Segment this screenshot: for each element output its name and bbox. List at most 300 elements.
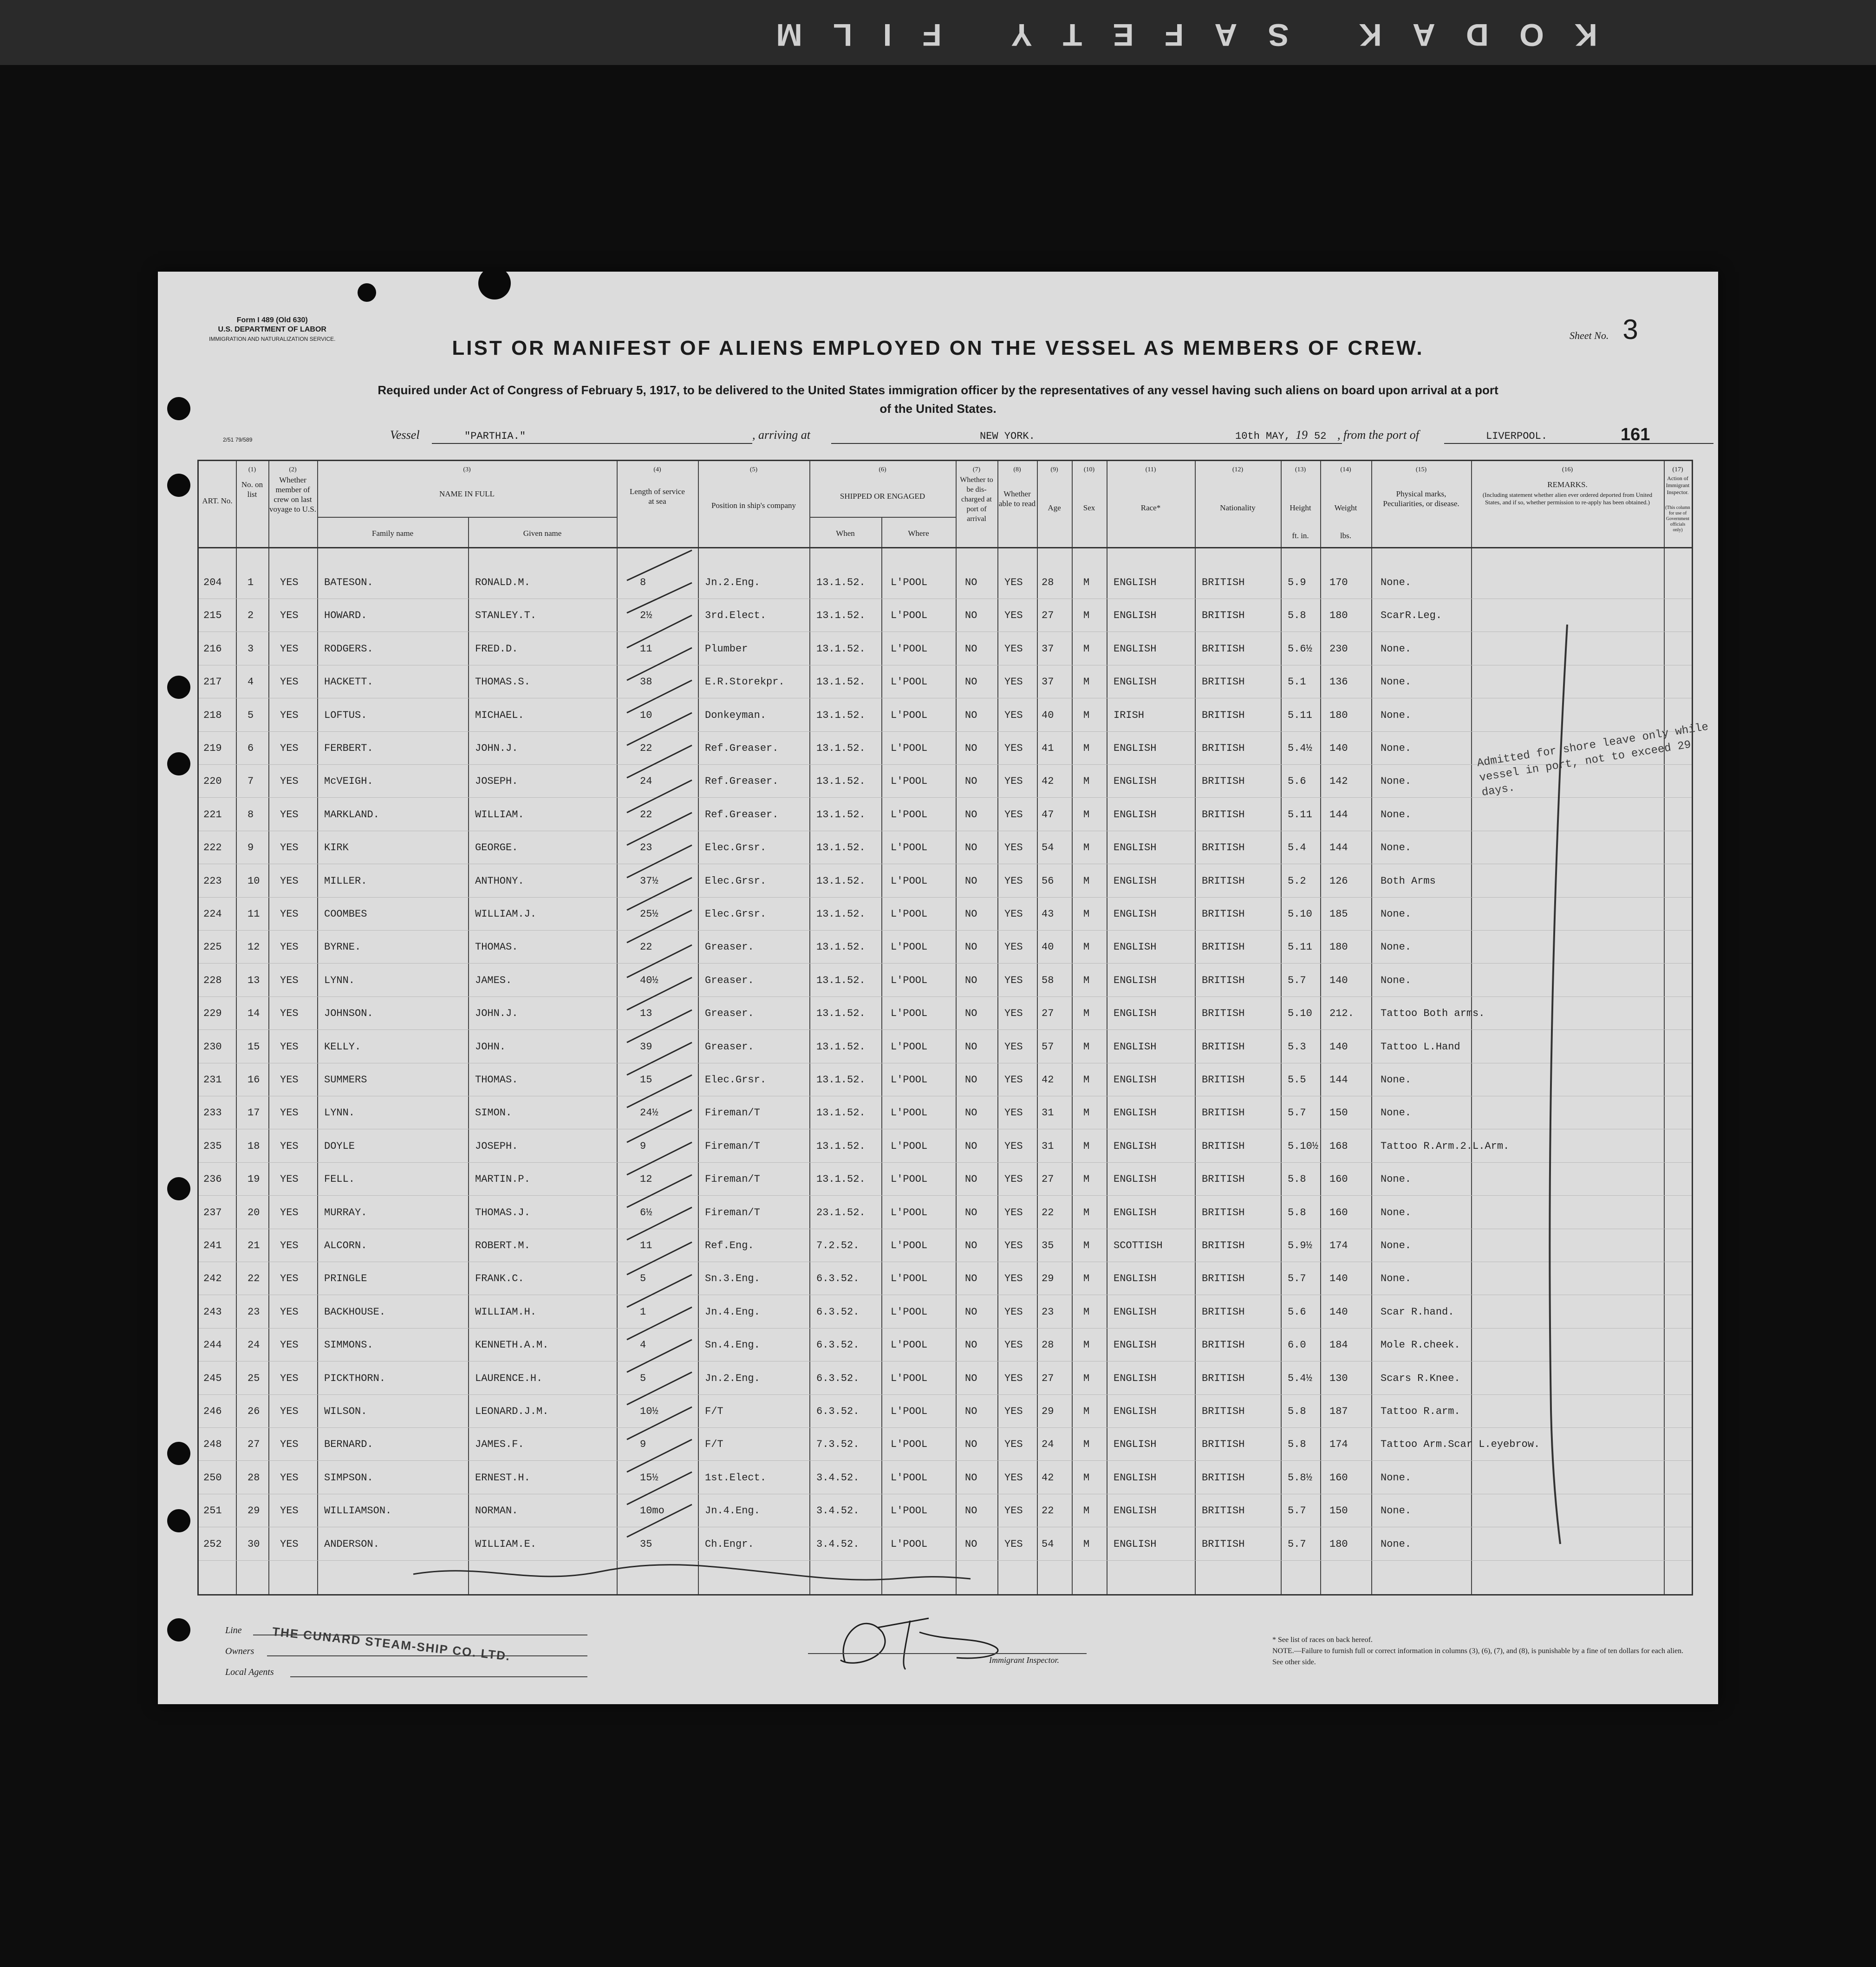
cell-weight: 160 — [1329, 1472, 1348, 1484]
cell-art: 228 — [203, 974, 222, 986]
cell-position: Sn.4.Eng. — [705, 1339, 760, 1351]
form-code: 2/51 79/589 — [223, 436, 253, 443]
cell-dis: NO — [965, 1173, 977, 1185]
cell-where: L'POOL — [891, 1439, 928, 1451]
cell-crew: YES — [280, 1538, 299, 1550]
cell-age: 54 — [1042, 842, 1054, 854]
manifest-sheet — [158, 272, 1718, 1704]
cell-height: 5.7 — [1288, 1505, 1306, 1517]
cell-sex: M — [1083, 974, 1090, 986]
cell-given: GEORGE. — [475, 842, 518, 854]
header-race: Race* — [1140, 503, 1161, 512]
cell-when: 13.1.52. — [816, 743, 866, 754]
cell-age: 22 — [1042, 1505, 1054, 1517]
cell-art: 217 — [203, 676, 222, 688]
cell-dis: NO — [965, 1339, 977, 1351]
cell-nat: BRITISH — [1202, 1472, 1245, 1484]
cell-read: YES — [1004, 1372, 1023, 1384]
cell-sex: M — [1083, 1505, 1090, 1517]
cell-age: 28 — [1042, 1339, 1054, 1351]
cell-height: 5.5 — [1288, 1074, 1306, 1086]
cell-marks: Mole R.cheek. — [1381, 1339, 1460, 1351]
cell-height: 5.10½ — [1288, 1140, 1319, 1152]
header-service-length: Length of service at sea — [630, 487, 685, 506]
header-physical-marks: Physical marks, Peculiarities, or disease. — [1383, 489, 1459, 508]
cell-service: 9 — [640, 1140, 646, 1152]
cell-art: 245 — [203, 1372, 222, 1384]
cell-nat: BRITISH — [1202, 941, 1245, 953]
cell-nat: BRITISH — [1202, 1074, 1245, 1086]
cell-when: 13.1.52. — [816, 643, 866, 655]
film-edge — [0, 0, 1876, 65]
cell-age: 27 — [1042, 1008, 1054, 1020]
cell-where: L'POOL — [891, 941, 928, 953]
cell-sex: M — [1083, 1240, 1090, 1251]
crew-table: ART. No. (1) No. on list (2) Whether member of crew on last voyage to U.S. (3) NAME IN FULL Family name Given name (4) Length of service at sea (5) Position in ship's company (6) SHIPPED OR ENGAGED When Where (7) Whether to be dis-charged at port of arrival (8) Whether able to read (9) Age (10) Sex (11) Race* (12) Nationality (13) Height ft. in. (14) Weight lbs. (15) Physical marks, Peculiarities, or disease. (16) REMARKS. (Including statement whether alien ever ordered deported from United States, and if so, whether permission to re-apply has been obtained.) (17) Action of Immigrant Inspector. (This column for use of Government officials only) 204 1 YES BATESON. RONALD.M. 8 Jn.2.Eng. 13.1.52. L'POOL NO YES 28 M ENGLISH BRITISH 5.9 170 None. 215 2 YES HOWARD. STANLEY.T. 2½ 3rd.Elect. 13.1.52. L'POOL NO YES 27 M ENGLISH BRITISH 5.8 180 ScarR.Leg. 216 3 YES RODGERS. FRED.D. 11 Plumber 13.1.52. L'POOL NO YES 37 M ENGLISH BRITISH 5.6½ 230 None. 217 4 YES HACKETT. THOMAS.S. 38 E.R.Storekpr. 13.1.52. L'POOL NO YES 37 M ENGLISH BRITISH 5.1 136 None. 218 5 YES LOFTUS. MICHAEL. 10 Donkeyman. 13.1.52. L'POOL NO YES 40 M IRISH BRITISH 5.11 180 None. 219 6 YES FERBERT. JOHN.J. 22 Ref.Greaser. 13.1.52. L'POOL NO YES 41 M ENGLISH BRITISH 5.4½ 140 None. 220 7 YES McVEIGH. JOSEPH. 24 Ref.Greaser. 13.1.52. L'POOL NO YES 42 M ENGLISH BRITISH 5.6 142 None. 221 8 YES MARKLAND. WILLIAM. 22 Ref.Greaser. 13.1.52. L'POOL NO YES 47 M ENGLISH BRITISH 5.11 144 None. 222 9 YES KIRK GEORGE. 23 Elec.Grsr. 13.1.52. L'POOL NO YES 54 M ENGLISH BRITISH 5.4 144 None. 223 10 YES MILLER. ANTHONY. 37½ Elec.Grsr. 13.1.52. L'POOL NO YES 56 M ENGLISH BRITISH 5.2 126 Both Arms 224 11 YES COOMBES WILLIAM.J. 25½ Elec.Grsr. 13.1.52. L'POOL NO YES 43 M ENGLISH BRITISH 5.10 185 None. 225 12 YES BYRNE. THOMAS. 22 Greaser. 13.1.52. L'POOL NO YES 40 M ENGLISH BRITISH 5.11 180 None. 228 13 YES LYNN. JAMES. 40½ Greaser. 13.1.52. L'POOL NO YES 58 M ENGLISH BRITISH 5.7 140 None. 229 14 YES JOHNSON. JOHN.J. 13 Greaser. 13.1.52. L'POOL NO YES 27 M ENGLISH BRITISH 5.10 212. Tattoo Both arms. 230 15 YES KELLY. JOHN. 39 Greaser. 13.1.52. L'POOL NO YES 57 M ENGLISH BRITISH 5.3 140 Tattoo L.Hand 231 16 YES SUMMERS THOMAS. 15 Elec.Grsr. 13.1.52. L'POOL NO YES 42 M ENGLISH BRITISH 5.5 144 None. 233 17 YES LYNN. SIMON. 24½ Fireman/T 13.1.52. L'POOL NO YES 31 M ENGLISH BRITISH 5.7 150 None. 235 18 YES DOYLE JOSEPH. 9 Fireman/T 13.1.52. L'POOL NO YES 31 M ENGLISH BRITISH 5.10½ 168 Tattoo R.Arm.2.L.Arm. 236 19 YES FELL. MARTIN.P. 12 Fireman/T 13.1.52. L'POOL NO YES 27 M ENGLISH BRITISH 5.8 160 None. 237 20 YES MURRAY. THOMAS.J. 6½ Fireman/T 23.1.52. L'POOL NO YES 22 M ENGLISH BRITISH 5.8 160 None. 241 21 YES ALCORN. ROBERT.M. 11 Ref.Eng. 7.2.52. L'POOL NO YES 35 M SCOTTISH BRITISH 5.9½ 174 None. 242 22 YES PRINGLE FRANK.C. 5 Sn.3.Eng. 6.3.52. L'POOL NO YES 29 M ENGLISH BRITISH 5.7 140 None. 243 23 YES BACKHOUSE. WILLIAM.H. 1 Jn.4.Eng. 6.3.52. L'POOL NO YES 23 M ENGLISH BRITISH 5.6 140 Scar R.hand. 244 24 YES SIMMONS. KENNETH.A.M. 4 Sn.4.Eng. 6.3.52. L'POOL NO YES 28 M ENGLISH BRITISH 6.0 184 Mole R.cheek. 245 25 YES PICKTHORN. LAURENCE.H. 5 Jn.2.Eng. 6.3.52. L'POOL NO YES 27 M ENGLISH BRITISH 5.4½ 130 Scars R.Knee. 246 26 YES WILSON. LEONARD.J.M. 10½ F/T 6.3.52. L'POOL NO YES 29 M ENGLISH BRITISH 5.8 187 Tattoo R.arm. 248 27 YES BERNARD. JAMES.F. 9 F/T 7.3.52. L'POOL NO YES 24 M ENGLISH BRITISH 5.8 174 Tattoo Arm.Scar L.eyebrow. 250 28 YES SIMPSON. ERNEST.H. 15½ 1st.Elect. 3.4.52. L'POOL NO YES 42 M ENGLISH BRITISH 5.8½ 160 None. 251 29 YES WILLIAMSON. NORMAN. 10mo Jn.4.Eng. 3.4.52. L'POOL NO YES 22 M ENGLISH BRITISH 5.7 150 None. 252 30 YES ANDERSON. WILLIAM.E. 35 Ch.Engr. 3.4.52. L'POOL NO YES 54 M ENGLISH BRITISH 5.7 180 None. Admitted for shore leave only while vessel in port, not to exceed 29 days. — [197, 460, 1693, 1596]
cell-position: Greaser. — [705, 974, 754, 986]
cell-position: Ch.Engr. — [705, 1538, 754, 1550]
cell-marks: None. — [1381, 676, 1412, 688]
cell-given: JOSEPH. — [475, 775, 518, 788]
cell-no: 23 — [248, 1306, 260, 1318]
cell-where: L'POOL — [891, 1306, 928, 1318]
cell-service: 22 — [640, 808, 652, 821]
cell-crew: YES — [280, 808, 299, 821]
cell-race: ENGLISH — [1114, 1074, 1157, 1086]
cell-age: 37 — [1042, 676, 1054, 688]
cell-height: 5.8 — [1288, 610, 1306, 622]
cell-read: YES — [1004, 974, 1023, 986]
cell-weight: 144 — [1329, 1074, 1348, 1086]
cell-when: 13.1.52. — [816, 1140, 866, 1152]
cell-nat: BRITISH — [1202, 1339, 1245, 1351]
cell-art: 231 — [203, 1074, 222, 1086]
cell-height: 5.3 — [1288, 1041, 1306, 1053]
cell-nat: BRITISH — [1202, 908, 1245, 920]
cell-no: 17 — [248, 1107, 260, 1119]
cell-no: 16 — [248, 1074, 260, 1086]
cell-marks: None. — [1381, 1538, 1412, 1550]
cell-art: 252 — [203, 1538, 222, 1550]
header-given-name: Given name — [523, 529, 562, 538]
cell-crew: YES — [280, 1472, 299, 1484]
cell-family: RODGERS. — [324, 643, 373, 655]
cell-weight: 142 — [1329, 775, 1348, 788]
cell-nat: BRITISH — [1202, 1173, 1245, 1185]
header-height: Height — [1290, 503, 1311, 512]
cell-weight: 144 — [1329, 808, 1348, 821]
cell-read: YES — [1004, 1008, 1023, 1020]
cell-age: 31 — [1042, 1107, 1054, 1119]
cell-art: 225 — [203, 941, 222, 953]
cell-no: 20 — [248, 1206, 260, 1218]
cell-age: 27 — [1042, 1372, 1054, 1384]
cell-sex: M — [1083, 709, 1090, 721]
cell-given: ERNEST.H. — [475, 1472, 530, 1484]
film-edge-text: KODAK SAFETY FILM — [745, 17, 1597, 52]
cell-nat: BRITISH — [1202, 1008, 1245, 1020]
cell-age: 42 — [1042, 775, 1054, 788]
cell-weight: 174 — [1329, 1439, 1348, 1451]
cell-position: Jn.2.Eng. — [705, 577, 760, 588]
header-sex: Sex — [1083, 503, 1095, 512]
cell-no: 25 — [248, 1372, 260, 1384]
cell-given: ANTHONY. — [475, 875, 524, 887]
cell-where: L'POOL — [891, 974, 928, 986]
cell-art: 221 — [203, 808, 222, 821]
cell-position: Ref.Greaser. — [705, 808, 779, 821]
header-when: When — [836, 529, 855, 538]
cell-dis: NO — [965, 1107, 977, 1119]
cell-marks: None. — [1381, 1273, 1412, 1285]
cell-marks: None. — [1381, 643, 1412, 655]
cell-sex: M — [1083, 1074, 1090, 1086]
cell-family: HACKETT. — [324, 676, 373, 688]
cell-height: 5.11 — [1288, 709, 1312, 721]
cell-no: 14 — [248, 1008, 260, 1020]
cell-dis: NO — [965, 1505, 977, 1517]
cell-race: ENGLISH — [1114, 775, 1157, 788]
cell-dis: NO — [965, 842, 977, 854]
cell-service: 10½ — [640, 1406, 658, 1417]
cell-height: 5.7 — [1288, 1273, 1306, 1285]
cell-marks: Scar R.hand. — [1381, 1306, 1454, 1318]
cell-family: ANDERSON. — [324, 1538, 379, 1550]
cell-height: 5.8 — [1288, 1206, 1306, 1218]
cell-nat: BRITISH — [1202, 1505, 1245, 1517]
cell-sex: M — [1083, 1372, 1090, 1384]
cell-nat: BRITISH — [1202, 808, 1245, 821]
cell-sex: M — [1083, 1406, 1090, 1417]
cell-when: 3.4.52. — [816, 1472, 860, 1484]
cell-no: 10 — [248, 875, 260, 887]
cell-read: YES — [1004, 1206, 1023, 1218]
cell-crew: YES — [280, 610, 299, 622]
cell-no: 11 — [248, 908, 260, 920]
cell-when: 13.1.52. — [816, 808, 866, 821]
cell-position: Ref.Greaser. — [705, 775, 779, 788]
cell-family: BYRNE. — [324, 941, 361, 953]
cell-race: ENGLISH — [1114, 1173, 1157, 1185]
cell-height: 5.4 — [1288, 842, 1306, 854]
cell-when: 6.3.52. — [816, 1273, 860, 1285]
cell-crew: YES — [280, 1505, 299, 1517]
cell-sex: M — [1083, 842, 1090, 854]
cell-when: 13.1.52. — [816, 1074, 866, 1086]
cell-race: ENGLISH — [1114, 1406, 1157, 1417]
cell-race: ENGLISH — [1114, 941, 1157, 953]
cell-race: ENGLISH — [1114, 1107, 1157, 1119]
cell-nat: BRITISH — [1202, 577, 1245, 588]
cell-crew: YES — [280, 974, 299, 986]
cell-given: LEONARD.J.M. — [475, 1406, 549, 1417]
cell-family: SIMPSON. — [324, 1472, 373, 1484]
cell-crew: YES — [280, 908, 299, 920]
cell-race: ENGLISH — [1114, 1472, 1157, 1484]
cell-race: ENGLISH — [1114, 643, 1157, 655]
cell-race: ENGLISH — [1114, 875, 1157, 887]
cell-read: YES — [1004, 1538, 1023, 1550]
cell-art: 218 — [203, 709, 222, 721]
cell-height: 5.9 — [1288, 577, 1306, 588]
cell-where: L'POOL — [891, 643, 928, 655]
header-where: Where — [908, 529, 929, 538]
cell-service: 13 — [640, 1008, 652, 1020]
cell-race: ENGLISH — [1114, 1372, 1157, 1384]
cell-race: ENGLISH — [1114, 1306, 1157, 1318]
cell-family: BATESON. — [324, 577, 373, 588]
cell-service: 4 — [640, 1339, 646, 1351]
cell-family: COOMBES — [324, 908, 367, 920]
cell-race: ENGLISH — [1114, 1140, 1157, 1152]
cell-weight: 185 — [1329, 908, 1348, 920]
cell-position: 1st.Elect. — [705, 1472, 767, 1484]
cell-read: YES — [1004, 1339, 1023, 1351]
cell-given: STANLEY.T. — [475, 610, 537, 622]
cell-race: ENGLISH — [1114, 1339, 1157, 1351]
cell-position: Greaser. — [705, 1041, 754, 1053]
cell-sex: M — [1083, 1008, 1090, 1020]
cell-race: ENGLISH — [1114, 676, 1157, 688]
header-inspector-note: (This column for use of Government officials only) — [1665, 505, 1690, 533]
cell-height: 5.1 — [1288, 676, 1306, 688]
cell-dis: NO — [965, 875, 977, 887]
cell-art: 243 — [203, 1306, 222, 1318]
cell-read: YES — [1004, 1173, 1023, 1185]
cell-sex: M — [1083, 908, 1090, 920]
cell-where: L'POOL — [891, 1140, 928, 1152]
cell-where: L'POOL — [891, 610, 928, 622]
cell-height: 5.8 — [1288, 1439, 1306, 1451]
cell-family: LYNN. — [324, 1107, 355, 1119]
cell-given: MARTIN.P. — [475, 1173, 530, 1185]
signature-area: Line Owners Local Agents THE CUNARD STEAM-SHIP CO. LTD. — [197, 1597, 1690, 1695]
cell-crew: YES — [280, 1240, 299, 1251]
cell-sex: M — [1083, 1273, 1090, 1285]
cell-marks: None. — [1381, 1074, 1412, 1086]
cell-sex: M — [1083, 875, 1090, 887]
cell-height: 5.7 — [1288, 974, 1306, 986]
cell-read: YES — [1004, 1306, 1023, 1318]
service-name: IMMIGRATION AND NATURALIZATION SERVICE. — [209, 336, 336, 342]
cell-where: L'POOL — [891, 1273, 928, 1285]
cell-marks: None. — [1381, 1107, 1412, 1119]
cell-age: 28 — [1042, 577, 1054, 588]
cell-weight: 180 — [1329, 941, 1348, 953]
cell-crew: YES — [280, 1140, 299, 1152]
cell-weight: 168 — [1329, 1140, 1348, 1152]
cell-race: ENGLISH — [1114, 577, 1157, 588]
cell-nat: BRITISH — [1202, 1140, 1245, 1152]
cell-read: YES — [1004, 808, 1023, 821]
cell-position: Greaser. — [705, 1008, 754, 1020]
cell-no: 24 — [248, 1339, 260, 1351]
cell-weight: 174 — [1329, 1240, 1348, 1251]
cell-weight: 180 — [1329, 610, 1348, 622]
cell-weight: 180 — [1329, 1538, 1348, 1550]
cell-crew: YES — [280, 1406, 299, 1417]
cell-art: 230 — [203, 1041, 222, 1053]
cell-art: 219 — [203, 743, 222, 754]
cell-family: LOFTUS. — [324, 709, 367, 721]
cell-race: ENGLISH — [1114, 808, 1157, 821]
cell-service: 10 — [640, 709, 652, 721]
cell-where: L'POOL — [891, 1041, 928, 1053]
cell-read: YES — [1004, 610, 1023, 622]
cell-read: YES — [1004, 775, 1023, 788]
cell-no: 6 — [248, 743, 254, 754]
cell-race: ENGLISH — [1114, 974, 1157, 986]
header-nationality: Nationality — [1220, 503, 1256, 512]
cell-given: THOMAS.J. — [475, 1206, 530, 1218]
cell-position: Fireman/T — [705, 1107, 760, 1119]
cell-race: ENGLISH — [1114, 1273, 1157, 1285]
cell-height: 5.4½ — [1288, 743, 1312, 754]
cell-when: 6.3.52. — [816, 1406, 860, 1417]
cell-when: 13.1.52. — [816, 775, 866, 788]
cell-crew: YES — [280, 775, 299, 788]
cell-no: 15 — [248, 1041, 260, 1053]
cell-given: ROBERT.M. — [475, 1240, 530, 1251]
cell-family: MILLER. — [324, 875, 367, 887]
cell-crew: YES — [280, 1339, 299, 1351]
cell-where: L'POOL — [891, 1240, 928, 1251]
arrival-port: NEW YORK. — [980, 430, 1035, 442]
cell-when: 13.1.52. — [816, 577, 866, 588]
header-shipped-engaged: SHIPPED OR ENGAGED — [840, 492, 925, 501]
cell-service: 12 — [640, 1173, 652, 1185]
cell-family: WILLIAMSON. — [324, 1505, 392, 1517]
cell-service: 10mo — [640, 1505, 664, 1517]
cell-read: YES — [1004, 1240, 1023, 1251]
cell-service: 8 — [640, 577, 646, 588]
cell-when: 6.3.52. — [816, 1306, 860, 1318]
cell-read: YES — [1004, 1107, 1023, 1119]
cell-sex: M — [1083, 1339, 1090, 1351]
cell-race: SCOTTISH — [1114, 1240, 1163, 1251]
cell-age: 27 — [1042, 610, 1054, 622]
cell-race: ENGLISH — [1114, 610, 1157, 622]
cell-art: 246 — [203, 1406, 222, 1417]
header-remarks: REMARKS. — [1547, 480, 1588, 489]
footnote — [1272, 1635, 1690, 1668]
cell-art: 242 — [203, 1273, 222, 1285]
cell-where: L'POOL — [891, 1173, 928, 1185]
cell-age: 56 — [1042, 875, 1054, 887]
cell-marks: Tattoo Both arms. — [1381, 1008, 1485, 1020]
cell-where: L'POOL — [891, 1472, 928, 1484]
cell-marks: None. — [1381, 775, 1412, 788]
cell-position: 3rd.Elect. — [705, 610, 767, 622]
cell-weight: 140 — [1329, 1306, 1348, 1318]
cell-service: 11 — [640, 1240, 652, 1251]
cell-height: 5.6½ — [1288, 643, 1312, 655]
cell-family: MARKLAND. — [324, 808, 379, 821]
cell-read: YES — [1004, 676, 1023, 688]
cell-given: RONALD.M. — [475, 577, 530, 588]
cell-read: YES — [1004, 1472, 1023, 1484]
page-title: LIST OR MANIFEST OF ALIENS EMPLOYED ON THE VESSEL AS MEMBERS OF CREW. — [452, 337, 1424, 359]
cell-no: 9 — [248, 842, 254, 854]
cell-position: Ref.Greaser. — [705, 743, 779, 754]
cell-position: Fireman/T — [705, 1206, 760, 1218]
cell-weight: 140 — [1329, 974, 1348, 986]
vessel-name: "PARTHIA." — [464, 430, 526, 442]
cell-no: 8 — [248, 808, 254, 821]
cell-family: PICKTHORN. — [324, 1372, 386, 1384]
cell-marks: None. — [1381, 1206, 1412, 1218]
cell-dis: NO — [965, 1240, 977, 1251]
cell-position: Donkeyman. — [705, 709, 767, 721]
cell-when: 13.1.52. — [816, 875, 866, 887]
cell-service: 39 — [640, 1041, 652, 1053]
cell-family: LYNN. — [324, 974, 355, 986]
sheet-number: Sheet No. 3 — [1570, 314, 1638, 345]
cell-age: 42 — [1042, 1472, 1054, 1484]
cell-dis: NO — [965, 1306, 977, 1318]
cell-when: 3.4.52. — [816, 1505, 860, 1517]
cell-age: 42 — [1042, 1074, 1054, 1086]
cell-weight: 144 — [1329, 842, 1348, 854]
cell-height: 5.10 — [1288, 908, 1312, 920]
cell-where: L'POOL — [891, 1339, 928, 1351]
cell-no: 5 — [248, 709, 254, 721]
cell-read: YES — [1004, 643, 1023, 655]
cell-when: 13.1.52. — [816, 974, 866, 986]
cell-given: JAMES.F. — [475, 1439, 524, 1451]
cell-dis: NO — [965, 1140, 977, 1152]
cell-nat: BRITISH — [1202, 1240, 1245, 1251]
cell-art: 229 — [203, 1008, 222, 1020]
cell-marks: None. — [1381, 808, 1412, 821]
cell-crew: YES — [280, 1041, 299, 1053]
cell-race: ENGLISH — [1114, 1538, 1157, 1550]
cell-service: 40½ — [640, 974, 658, 986]
cell-crew: YES — [280, 1206, 299, 1218]
cell-position: F/T — [705, 1406, 723, 1417]
cell-no: 2 — [248, 610, 254, 622]
cell-where: L'POOL — [891, 842, 928, 854]
cell-service: 22 — [640, 941, 652, 953]
cell-dis: NO — [965, 808, 977, 821]
cell-read: YES — [1004, 875, 1023, 887]
cell-age: 24 — [1042, 1439, 1054, 1451]
company-stamp: THE CUNARD STEAM-SHIP CO. LTD. — [271, 1624, 511, 1663]
cell-art: 250 — [203, 1472, 222, 1484]
cell-given: THOMAS.S. — [475, 676, 530, 688]
cell-dis: NO — [965, 1472, 977, 1484]
cell-marks: None. — [1381, 1173, 1412, 1185]
cell-sex: M — [1083, 1306, 1090, 1318]
cell-where: L'POOL — [891, 875, 928, 887]
remarks-stamp: Admitted for shore leave only while vessel in port, not to exceed 29 days. — [1476, 721, 1710, 800]
cell-where: L'POOL — [891, 1406, 928, 1417]
cell-age: 29 — [1042, 1273, 1054, 1285]
cell-service: 9 — [640, 1439, 646, 1451]
cell-marks: None. — [1381, 743, 1412, 754]
cell-race: ENGLISH — [1114, 1439, 1157, 1451]
cell-crew: YES — [280, 743, 299, 754]
cell-family: WILSON. — [324, 1406, 367, 1417]
cell-age: 47 — [1042, 808, 1054, 821]
cell-family: SIMMONS. — [324, 1339, 373, 1351]
cell-nat: BRITISH — [1202, 1107, 1245, 1119]
cell-no: 19 — [248, 1173, 260, 1185]
header-position: Position in ship's company — [711, 501, 796, 510]
header-age: Age — [1048, 503, 1061, 512]
cell-nat: BRITISH — [1202, 1306, 1245, 1318]
cell-family: BACKHOUSE. — [324, 1306, 386, 1318]
